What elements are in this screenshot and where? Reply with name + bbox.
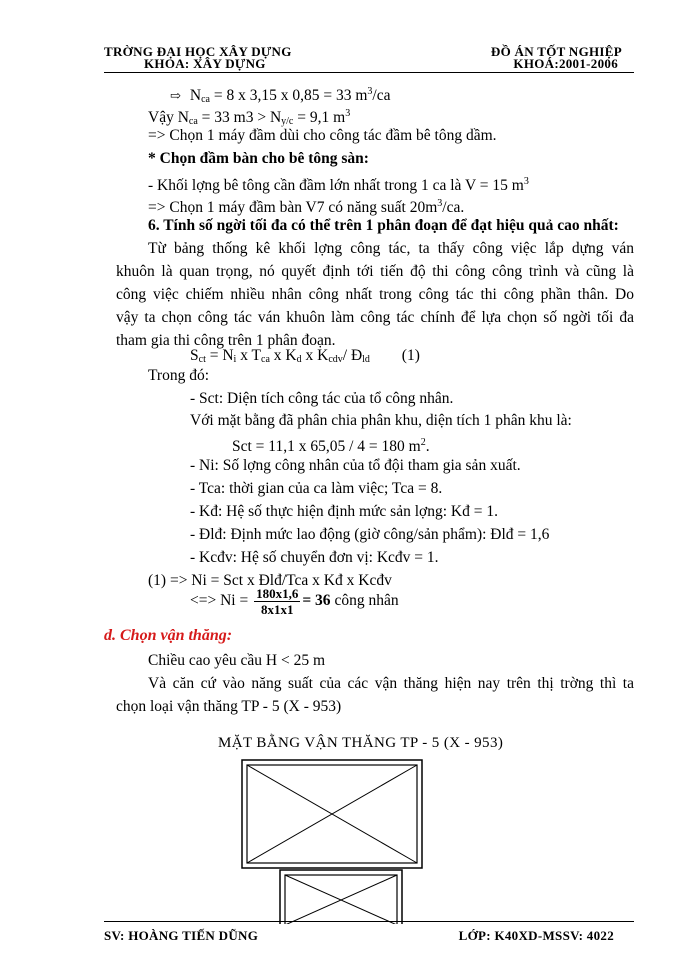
paragraph-line-5: tham gia thi công trên 1 phân đoạn. — [116, 332, 336, 349]
header-school: TRỜNG ĐẠI HỌC XÂY DỰNG — [104, 44, 292, 59]
def-dld: - Đlđ: Định mức lao động (giờ công/sản phẩm): Đlđ = 1,6 — [190, 526, 550, 543]
paragraph-line-4: vậy ta chọn công tác ván khuôn làm công tác chính để lựa chọn số ngời tối đa — [116, 309, 634, 326]
header-project: ĐỒ ÁN TỐT NGHIỆP — [490, 44, 622, 59]
line-choose-vibrator: => Chọn 1 máy đầm dùi cho công tác đầm bê tông dầm. — [148, 127, 497, 144]
subheading-slab-vibrator: * Chọn đầm bàn cho bê tông sàn: — [148, 150, 369, 167]
height-requirement: Chiều cao yêu cầu H < 25 m — [148, 652, 326, 669]
paragraph-line-3: công việc chiếm nhiều nhân công nhất trong công tác thi công phần thân. Do — [116, 286, 634, 303]
def-kcdv: - Kcđv: Hệ số chuyển đơn vị: Kcđv = 1. — [190, 549, 439, 566]
def-ni: - Ni: Số lợng công nhân của tổ đội tham gia sản xuất. — [190, 457, 521, 474]
section-heading-d: d. Chọn vận thăng: — [104, 627, 233, 644]
where-label: Trong đó: — [148, 367, 210, 384]
header-faculty: KHOA: XÂY DỰNG — [144, 56, 266, 71]
hoist-cage-plan — [280, 870, 402, 924]
def-tca: - Tca: thời gian của ca làm việc; Tca = 8. — [190, 480, 443, 497]
line-vay: Vậy $N_{ca} = 33$ $m3 > N_{y/c} = 9,1$ $m^3$ — [148, 108, 351, 127]
hoist-mast-plan — [242, 760, 422, 868]
footer-student: SV: HOÀNG TIẾN DŨNG — [104, 928, 259, 943]
hoist-para-line-2: chọn loại vận thăng TP - 5 (X - 953) — [116, 698, 342, 715]
formula-1: $S_{ct} = N_i$ x $T_{ca}$ x $K_d$ x $K_{cdv}/$ $Đ_{ld}$ (1) — [190, 347, 420, 365]
paragraph-line-1: Từ bảng thống kê khối lợng công tác, ta thấy công việc lắp dựng ván — [148, 240, 634, 257]
header-course: KHOÁ:2001-2006 — [513, 56, 618, 71]
hoist-plan-diagram — [230, 756, 430, 924]
hoist-para-line-1: Và căn cứ vào năng suất của các vận thăng hiện nay trên thị trờng thì ta — [148, 675, 634, 692]
fraction: $\frac{180x1,6}{8x1x1}$ — [256, 586, 299, 617]
right-arrow-icon: ⇨ — [170, 88, 181, 103]
def-area-intro: Với mặt bằng đã phân chia phân khu, diện tích 1 phân khu là: — [190, 412, 572, 429]
def-sct: - Sct: Diện tích công tác của tổ công nhân. — [190, 390, 454, 407]
line-choose-plate-vibrator: => Chọn 1 máy đầm bàn V7 có năng suất $20m^3/ca$. — [148, 198, 465, 216]
paragraph-line-2: khuôn là quan trọng, nó quyết định tới tiến độ thi công công trình và cũng là — [116, 263, 634, 280]
calc-sct: Sct = 11,1 x 65,05 / 4 = 180 $m^2$. — [232, 437, 430, 455]
result-ni: <=> Ni = $\frac{180x1,6}{8x1x1}$ = 36 công nhân — [190, 586, 399, 617]
heading-section-6: 6. Tính số ngời tối đa có thể trên 1 phân đoạn để đạt hiệu quả cao nhất: — [148, 217, 619, 234]
footer-rule — [104, 921, 634, 922]
def-kd: - Kđ: Hệ số thực hiện định mức sản lợng: Kđ = 1. — [190, 503, 498, 520]
equation-ni: (1) => Ni = Sct x Đlđ/Tca x Kđ x Kcđv — [148, 572, 392, 589]
figure-title: MẶT BẰNG VẬN THĂNG TP - 5 (X - 953) — [218, 735, 504, 751]
header-rule — [104, 72, 634, 73]
line-concrete-volume: - Khối lợng bê tông cần đầm lớn nhất trong 1 ca là V = 15 $m^3$ — [148, 176, 529, 194]
formula-nca: ⇨ $N_{ca} = 8$ x 3,15 x 0,85 = 33 $m^3/ca$ — [170, 86, 391, 105]
footer-class: LỚP: K40XD-MSSV: 4022 — [458, 928, 614, 943]
